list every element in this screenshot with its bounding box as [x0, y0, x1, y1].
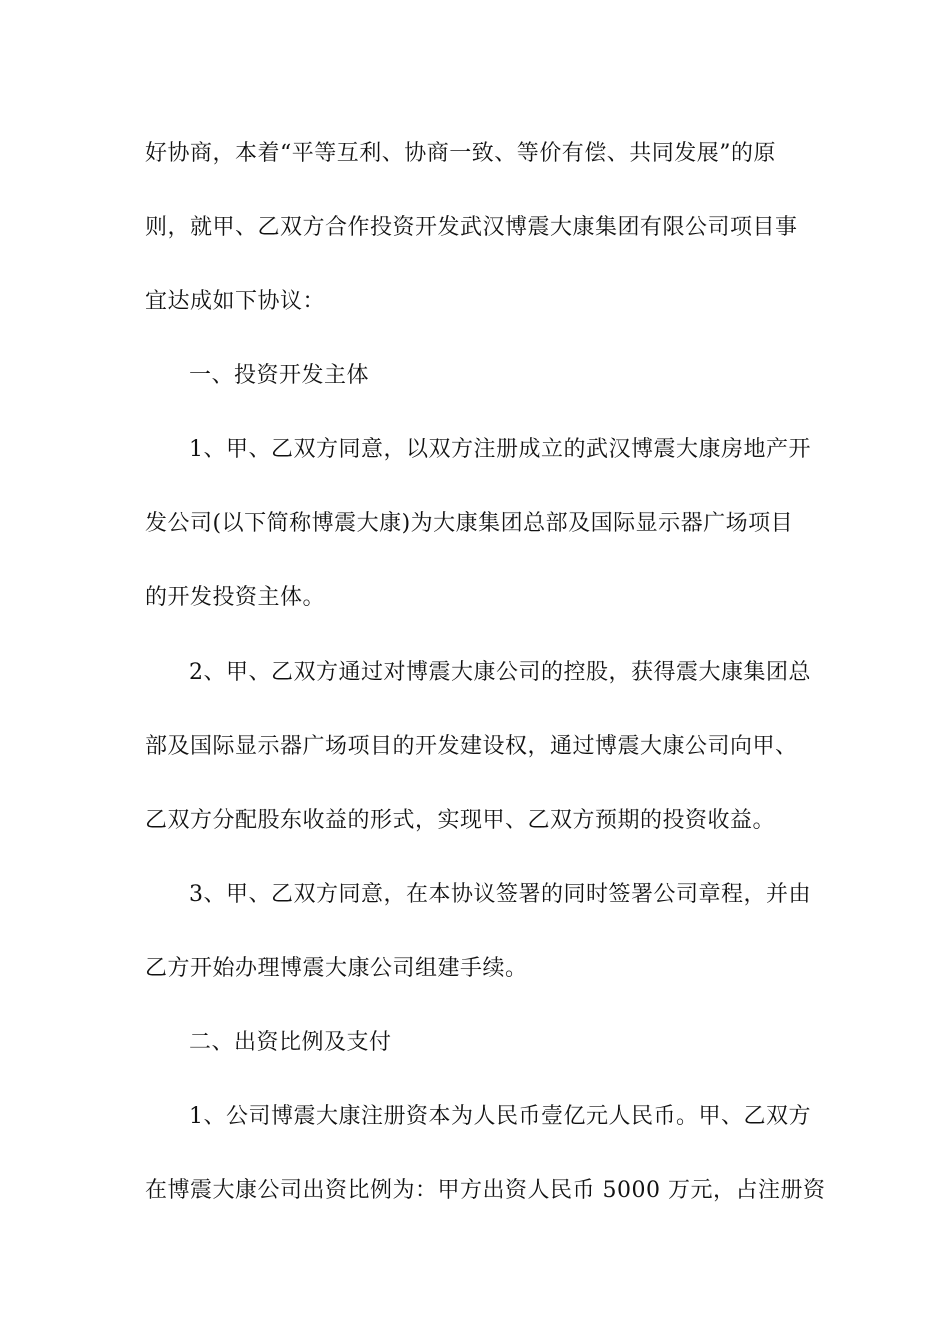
section-heading: 二、出资比例及支付	[189, 1030, 392, 1055]
paragraph-line: 2、甲、乙双方通过对博震大康公司的控股，获得震大康集团总	[189, 660, 811, 685]
paragraph-line: 发公司(以下简称博震大康)为大康集团总部及国际显示器广场项目	[145, 511, 794, 536]
paragraph-line: 好协商，本着“平等互利、协商一致、等价有偿、共同发展”的原	[145, 141, 776, 166]
paragraph-line: 1、甲、乙双方同意，以双方注册成立的武汉博震大康房地产开	[189, 437, 811, 462]
paragraph-line: 部及国际显示器广场项目的开发建设权，通过博震大康公司向甲、	[145, 734, 798, 759]
paragraph-line: 则，就甲、乙双方合作投资开发武汉博震大康集团有限公司项目事	[145, 215, 798, 240]
section-heading: 一、投资开发主体	[189, 363, 370, 388]
paragraph-line: 在博震大康公司出资比例为：甲方出资人民币 5000 万元，占注册资	[145, 1178, 826, 1203]
paragraph-line: 乙双方分配股东收益的形式，实现甲、乙双方预期的投资收益。	[145, 808, 776, 833]
paragraph-line: 乙方开始办理博震大康公司组建手续。	[145, 956, 528, 981]
paragraph-line: 宜达成如下协议：	[145, 289, 326, 314]
paragraph-line: 的开发投资主体。	[145, 585, 326, 610]
paragraph-line: 3、甲、乙双方同意，在本协议签署的同时签署公司章程，并由	[189, 882, 811, 907]
paragraph-line: 1、公司博震大康注册资本为人民币壹亿元人民币。甲、乙双方	[189, 1104, 811, 1129]
